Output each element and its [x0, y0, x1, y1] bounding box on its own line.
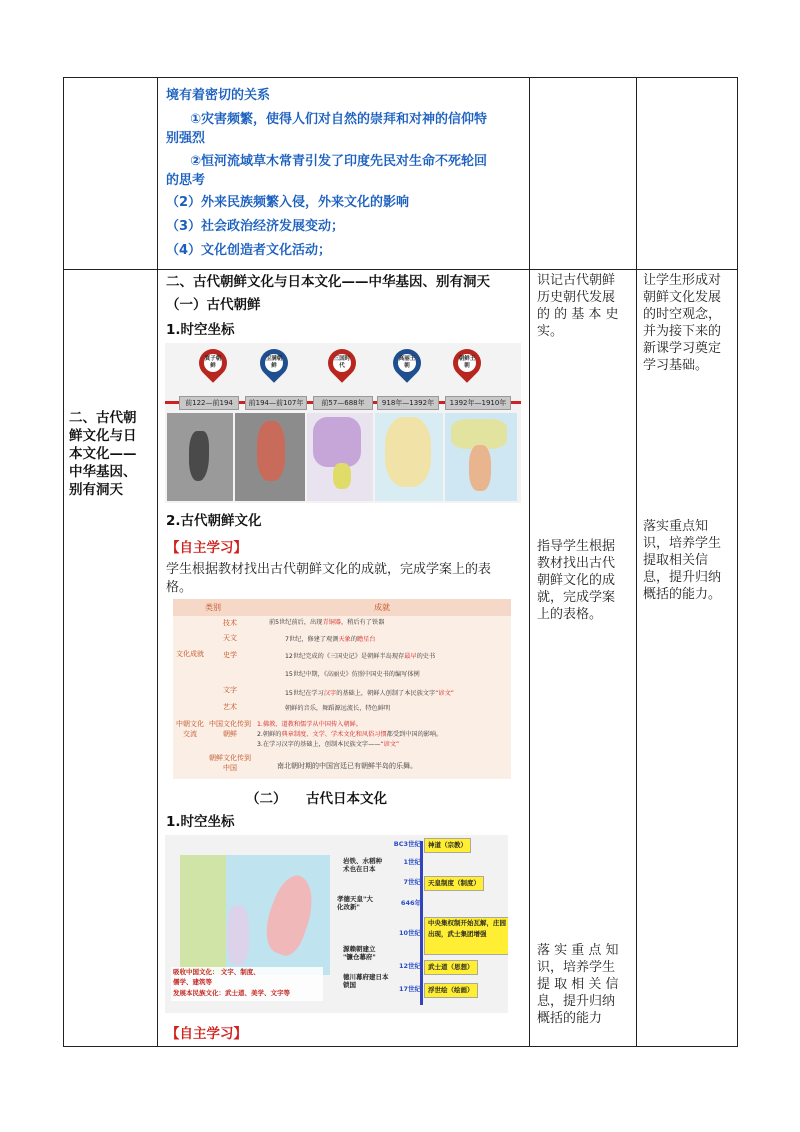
side-label-line: 本文化—— [69, 446, 137, 462]
activity-text-2: 指导学生根据 教材找出古代 朝鲜文化的成 就，完成学案 上的表格。 [537, 539, 616, 622]
map-land [227, 905, 249, 965]
purpose-text-1: 让学生形成对 朝鲜文化发展 的时空观念， 并为接下来的 新课学习奠定 学习基础。 [643, 273, 722, 373]
row1-text-3: 别强烈 [166, 131, 206, 146]
side-label-line: 鲜文化与日 [69, 428, 137, 444]
table-header: 成就 [253, 599, 511, 616]
timeline-tick: 646年 [400, 899, 421, 907]
map-image [235, 413, 305, 501]
activity-text-1: 识记古代朝鲜 历史朝代发展 的 的 基 本 史 实。 [537, 273, 619, 339]
map-land [180, 855, 226, 975]
date-label: 1392年—1910年 [445, 396, 511, 410]
self-study-label: 【自主学习】 [166, 540, 247, 556]
point-time-space-2: 1.时空坐标 [166, 814, 235, 830]
table-cat: 文字 [223, 686, 237, 694]
side-label-line: 中华基因、 [69, 464, 137, 480]
group-label: 文化成就 [176, 650, 204, 658]
col-line-2 [157, 77, 158, 1046]
pin-label: 朝鲜王朝 [458, 354, 476, 372]
date-label: 前122—前194 [179, 396, 239, 410]
table-val: 3.在学习汉字的基础上，创制本民族文字——“谚文” [257, 741, 400, 748]
date-label: 前194—前107年 [245, 396, 307, 410]
activity-text-3: 落 实 重 点 知 识，培养学生 提 取 相 关 信 息，提升归纳 概括的能力 [537, 943, 619, 1026]
point-time-space-1: 1.时空坐标 [166, 322, 235, 338]
timeline-label: 德川幕府建日本 锁国 [343, 973, 389, 989]
pin-label: 高丽王朝 [398, 354, 416, 372]
table-val: 前5世纪前后，出现青铜器，稍后有了铁器 [269, 619, 385, 626]
timeline-box: 天皇制度（制度） [424, 876, 484, 891]
table-val: 朝鲜的音乐，舞蹈源远流长，特色鲜明 [285, 705, 391, 712]
timeline-box: 浮世绘（绘画） [424, 983, 478, 998]
col-line-5 [737, 77, 738, 1046]
pin-label: 箕子朝鲜 [204, 354, 222, 372]
table-cat: 朝鲜文化传到中国 [209, 754, 251, 772]
row1-text-7: （3）社会政治经济发展变动； [166, 219, 345, 234]
timeline-label: 孝德天皇"大 化改新" [337, 895, 373, 911]
table-val: 7世纪，修建了观测天象的瞻星台 [285, 636, 376, 643]
table-bottom-border [63, 1046, 738, 1047]
map-image [375, 413, 443, 501]
map-image [307, 413, 373, 501]
table-header: 类别 [173, 599, 253, 616]
timeline-box: 神道（宗教） [424, 838, 471, 853]
table-cat: 史学 [223, 651, 237, 659]
col-line-4 [636, 77, 637, 1046]
section-title: 二、古代朝鲜文化与日本文化——中华基因、别有洞天 [166, 274, 490, 290]
timeline-tick: BC3世纪 [393, 840, 421, 848]
row1-text-4: ②恒河流域草木常青引发了印度先民对生命不死轮回 [190, 154, 488, 169]
date-label: 918年—1392年 [377, 396, 439, 410]
row1-text-8: （4）文化创造者文化活动； [166, 243, 332, 258]
subsection-korea: （一）古代朝鲜 [166, 297, 261, 313]
map-image [445, 413, 517, 501]
pin-icon [322, 343, 362, 383]
side-label [69, 409, 154, 499]
instruction-line-1: 学生根据教材找出古代朝鲜文化的成就，完成学案上的表 [166, 562, 492, 577]
table-cat: 技术 [223, 619, 237, 627]
pin-icon [254, 343, 294, 383]
pin-icon [447, 343, 487, 383]
table-cat: 中国文化传到朝鲜 [209, 720, 251, 738]
row1-text-2: ①灾害频繁，使得人们对自然的崇拜和对神的信仰特 [190, 112, 488, 127]
row1-text-6: （2）外来民族频繁入侵，外来文化的影响 [166, 195, 410, 210]
timeline-label: 源赖朝建立 "镰仓幕府" [343, 945, 376, 961]
culture-box: 吸收中国文化： 文字、制度、 儒学、建筑等 发展本民族文化：武士道、美学、文字等 [171, 967, 323, 1001]
table-val: 1.佛教、道教和儒学从中国传入朝鲜。 [257, 721, 362, 728]
col-line-3 [529, 77, 530, 1046]
pin-label: 卫满朝鲜 [265, 354, 283, 372]
table-val: 2.朝鲜的典章制度、文学、学术文化和风俗习惯都受到中国的影响。 [257, 731, 443, 738]
table-val: 15世纪在学习汉字的基础上，朝鲜人创制了本民族文字“谚文” [285, 690, 454, 697]
side-label-line: 二、古代朝 [69, 410, 137, 426]
timeline-label: 岩铁、水稻种 术也在日本 [343, 857, 382, 873]
timeline-tick: 17世纪 [398, 985, 421, 993]
map-image [167, 413, 233, 501]
korea-culture-table [173, 599, 511, 779]
date-label: 前57—688年 [313, 396, 373, 410]
timeline-box: 中央集权制开始瓦解，庄园出现，武士集团增强 [424, 917, 508, 955]
row1-text-1: 境有着密切的关系 [166, 88, 271, 103]
timeline-tick: 12世纪 [398, 962, 421, 970]
instruction-line-2: 格。 [166, 580, 193, 595]
timeline-tick: 1世纪 [403, 858, 421, 866]
table-val: 15世纪中期，《高丽史》仿照中国史书的编写体例 [285, 671, 420, 678]
side-label-line: 别有洞天 [69, 482, 123, 498]
group-label: 中朝文化交流 [176, 720, 204, 738]
purpose-text-2: 落实重点知 识，培养学生 提取相关信 息，提升归纳 概括的能力。 [643, 519, 722, 602]
japan-timeline-image [165, 835, 508, 1013]
self-study-label-2: 【自主学习】 [166, 1026, 247, 1042]
pin-icon [193, 343, 233, 383]
col-line-1 [63, 77, 64, 1046]
timeline-tick: 10世纪 [398, 929, 421, 937]
pin-icon [387, 343, 427, 383]
table-val: 12世纪完成的《三国史记》是朝鲜半岛现存最早的史书 [285, 653, 436, 660]
timeline-tick: 7世纪 [403, 878, 421, 886]
point-korea-culture: 2.古代朝鲜文化 [166, 513, 262, 529]
table-val: 南北朝时期的中国宫廷已有朝鲜半岛的乐舞。 [277, 762, 417, 770]
timeline-box: 武士道（思想） [424, 960, 478, 975]
table-cat: 艺术 [223, 703, 237, 711]
table-cat: 天文 [223, 634, 237, 642]
subsection-japan-prefix: （二） [246, 791, 287, 807]
korea-timeline-image [165, 343, 521, 503]
subsection-japan-title: 古代日本文化 [306, 791, 387, 807]
row1-text-5: 的思考 [166, 173, 206, 188]
pin-label: 三国时代 [333, 354, 351, 372]
